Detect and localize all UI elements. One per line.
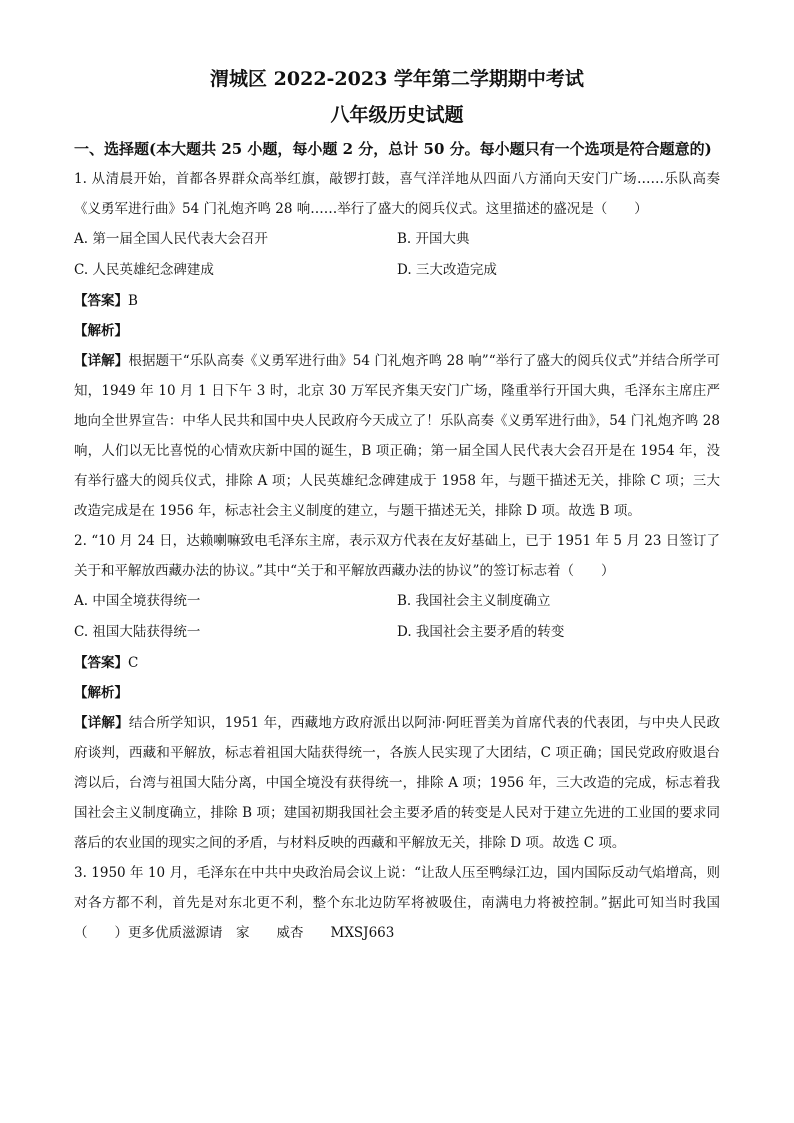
option-b: B. 我国社会主义制度确立: [397, 593, 551, 609]
option-c: C. 祖国大陆获得统一: [74, 624, 201, 640]
document-title: 渭城区 2022-2023 学年第二学期期中考试: [210, 68, 584, 90]
detail-tag: 【详解】: [74, 353, 129, 369]
answer-line: [74, 648, 720, 678]
detail-paragraph: [74, 708, 720, 858]
detail-paragraph: [74, 346, 720, 526]
options-grid: [74, 224, 720, 286]
detail-text: 根据题干“乐队高奏《义勇军进行曲》54 门礼炮齐鸣 28 响”“举行了盛大的阅兵仪式”并结合所学可知，1949 年 10 月 1 日下午 3 时，北京 30 万军民齐集天安门广场，隆重举行开国大典，毛泽东主席庄严地向全世界宣告：中华人民共和国中央人民政府今天成立了！乐队高奏《义勇军进行曲》，54 门礼炮齐鸣 28 响，人们以无比喜悦的心情欢庆新中国的诞生，B 项正确；第一届全国人民代表大会召开是在 1954 年，没有举行盛大的阅兵仪式，排除 A 项；人民英雄纪念碑建成于 1958 年，与题干描述无关，排除 C 项；三大改造完成是在 1956 年，标志社会主义制度的建立，与题干描述无关，排除 D 项。故选 B 项。: [74, 353, 720, 519]
question-stem: 2. “10 月 24 日，达赖喇嘛致电毛泽东主席，表示双方代表在友好基础上，已于 1951 年 5 月 23 日签订了关于和平解放西藏办法的协议。”其中“关于和平解放西藏办法的协议”的签订标志着（ ）: [74, 533, 720, 579]
answer-tag: 【答案】: [74, 655, 128, 671]
options-grid: [74, 586, 720, 648]
answer-value: C: [128, 655, 139, 671]
option-b: B. 开国大典: [397, 231, 470, 247]
question-stem: 1. 从清晨开始，首都各界群众高举红旗，敲锣打鼓，喜气洋洋地从四面八方涌向天安门广场……乐队高奏《义勇军进行曲》54 门礼炮齐鸣 28 响……举行了盛大的阅兵仪式。这里描述的盛况是（ ）: [74, 171, 720, 217]
detail-tag: 【详解】: [74, 715, 129, 731]
question-1: [74, 164, 720, 526]
option-a: A. 第一届全国人民代表大会召开: [74, 231, 268, 247]
question-stem: 3. 1950 年 10 月，毛泽东在中共中央政治局会议上说：“让敌人压至鸭绿江边，国内国际反动气焰增高，则对各方都不利，首先是对东北更不利，整个东北边防军将被吸住，南满电力将被控制。”据此可知当时我国（ ）更多优质滋源请 家 威杏 MXSJ663: [74, 865, 720, 941]
section-heading: 一、选择题(本大题共 25 小题，每小题 2 分，总计 50 分。每小题只有一个选项是符合题意的): [74, 140, 712, 158]
option-a: A. 中国全境获得统一: [74, 593, 201, 609]
option-d: D. 三大改造完成: [397, 262, 497, 278]
analysis-line: [74, 316, 720, 346]
answer-value: B: [128, 293, 138, 309]
answer-line: [74, 286, 720, 316]
question-3: [74, 858, 720, 948]
document-subtitle: 八年级历史试题: [330, 104, 464, 126]
detail-text: 结合所学知识，1951 年，西藏地方政府派出以阿沛·阿旺晋美为首席代表的代表团，与中央人民政府谈判，西藏和平解放，标志着祖国大陆获得统一，各族人民实现了大团结，C 项正确；国民党政府败退台湾以后，台湾与祖国大陆分离，中国全境没有获得统一，排除 A 项；1956 年，三大改造的完成，标志着我国社会主义制度确立，排除 B 项；建国初期我国社会主要矛盾的转变是人民对于建立先进的工业国的要求同落后的农业国的现实之间的矛盾，与材料反映的西藏和平解放无关，排除 D 项。故选 C 项。: [74, 715, 720, 851]
analysis-tag: 【解析】: [74, 323, 128, 339]
option-c: C. 人民英雄纪念碑建成: [74, 262, 214, 278]
option-d: D. 我国社会主要矛盾的转变: [397, 624, 565, 640]
question-2: [74, 526, 720, 858]
analysis-tag: 【解析】: [74, 685, 128, 701]
answer-tag: 【答案】: [74, 293, 128, 309]
analysis-line: [74, 678, 720, 708]
